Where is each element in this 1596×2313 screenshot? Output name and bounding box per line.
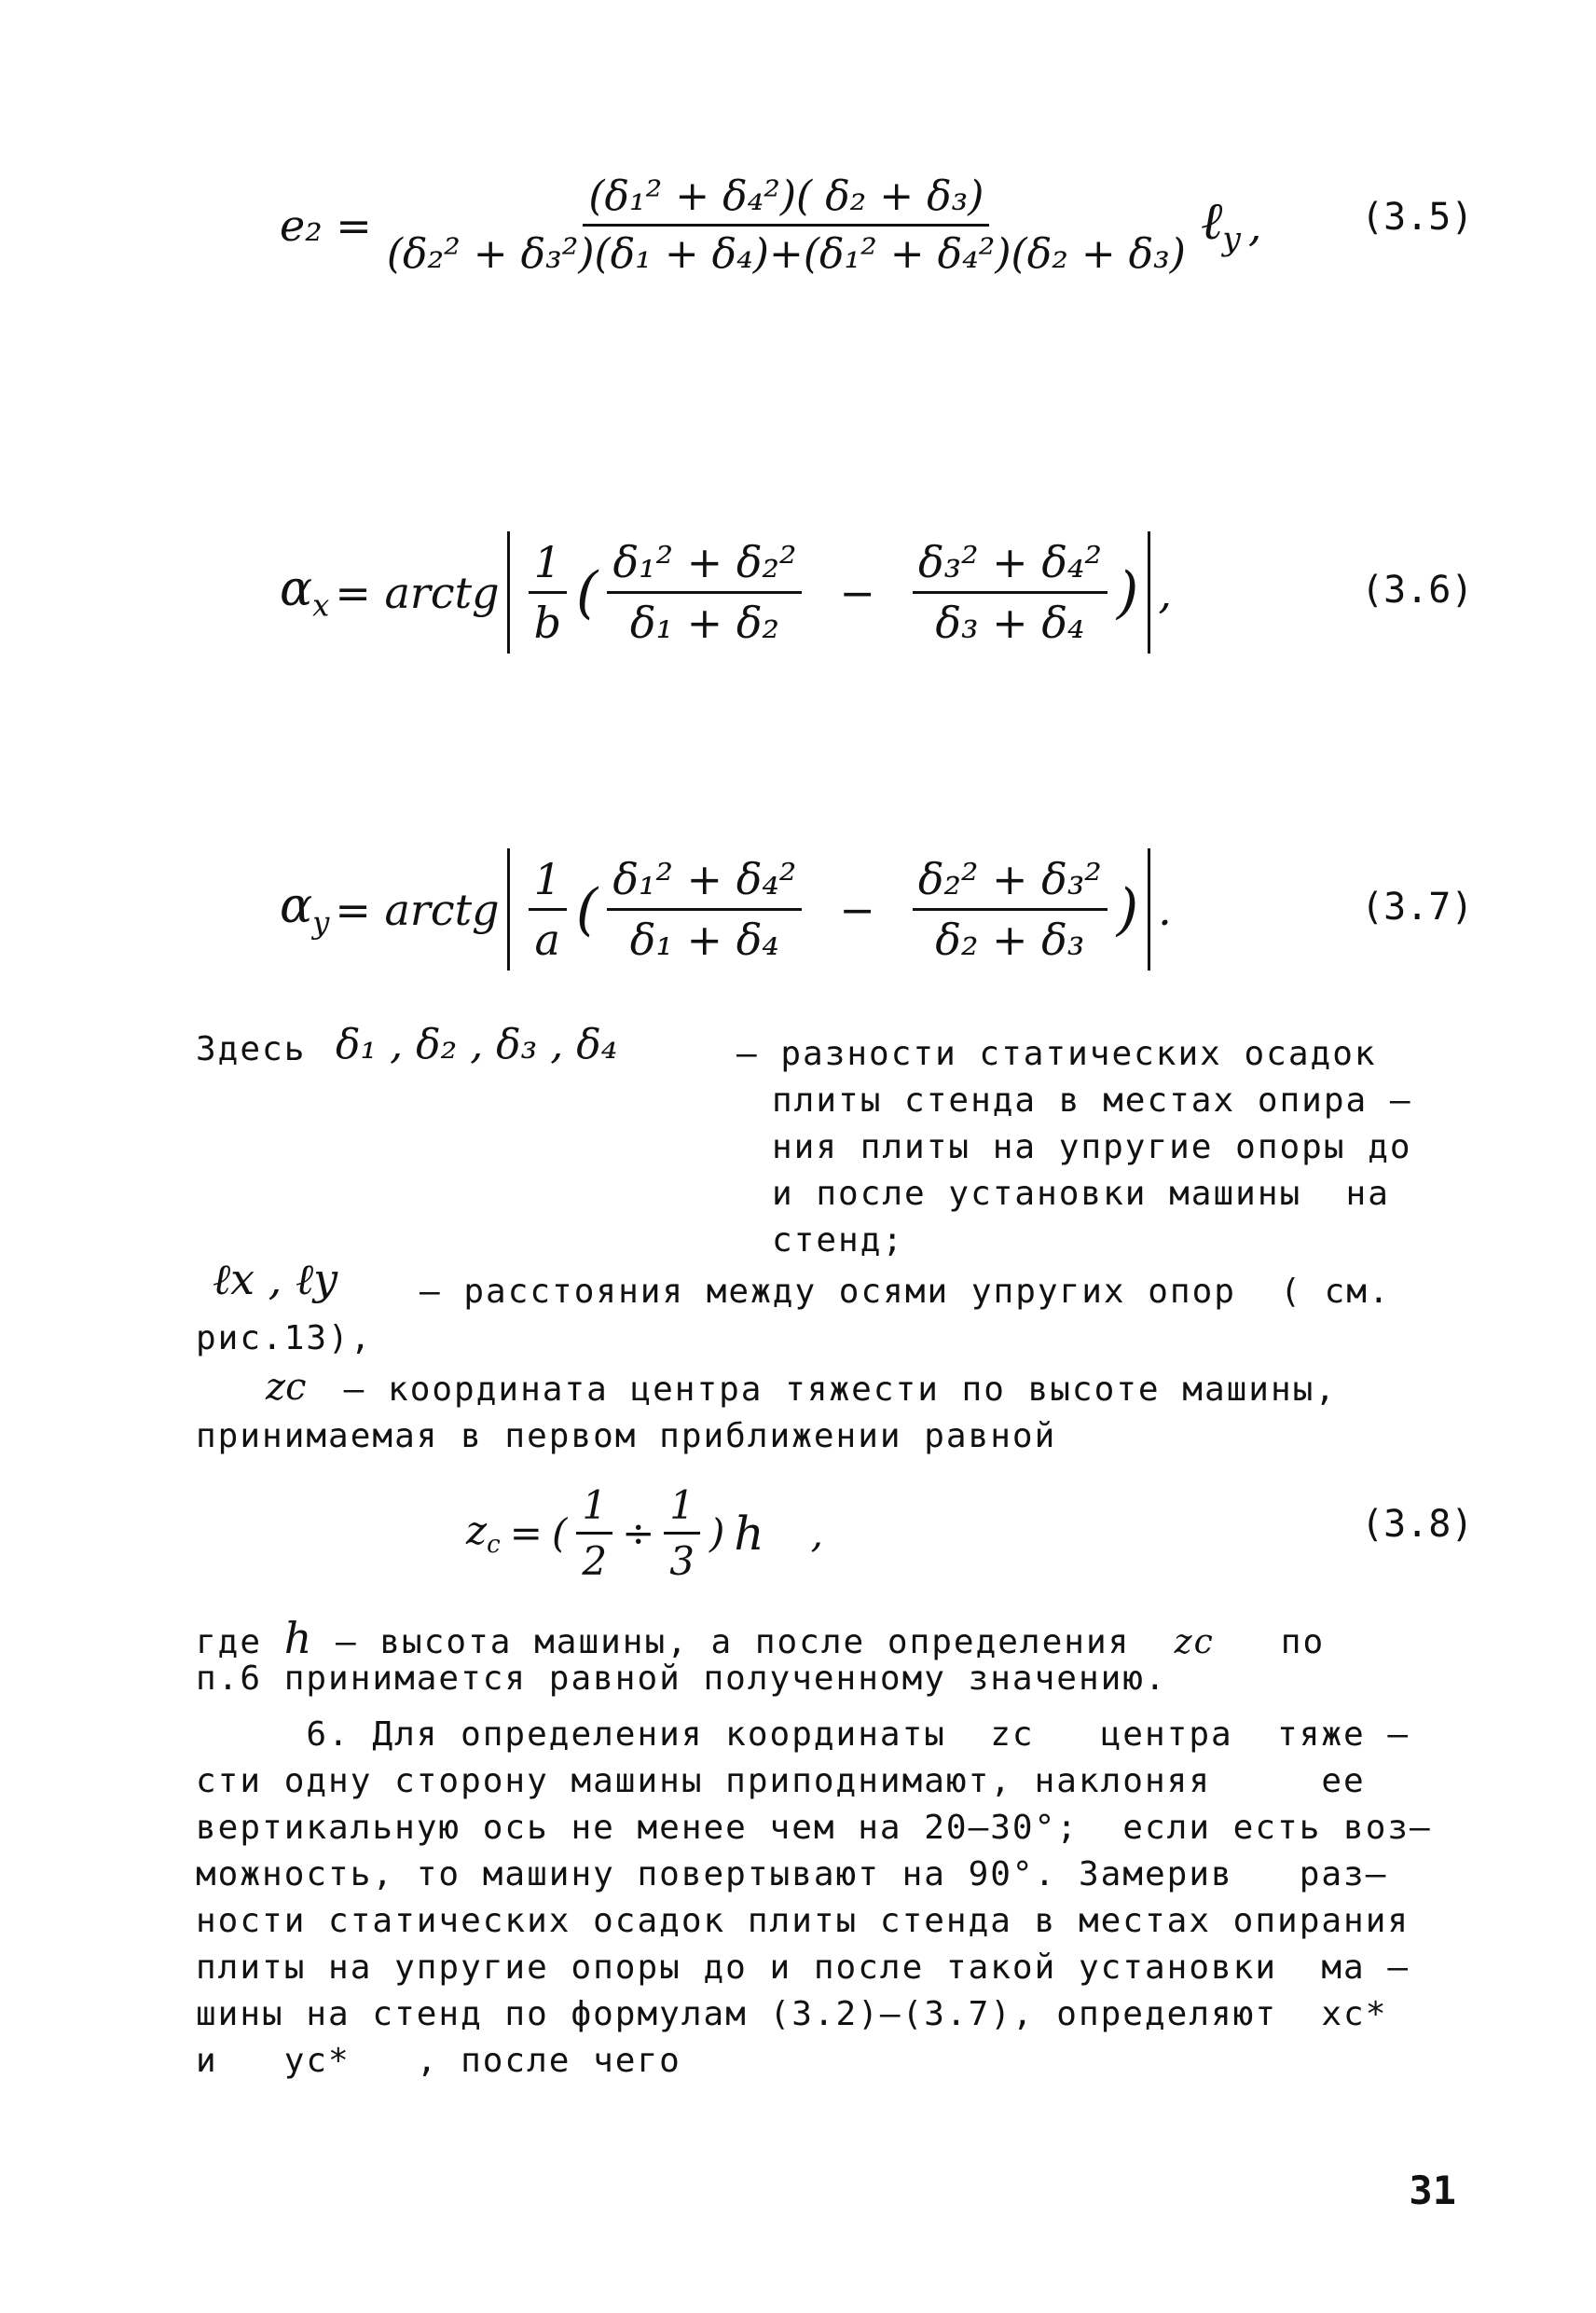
- zc-div: ÷: [622, 1510, 655, 1556]
- alpha-y-func: = arctg: [335, 884, 500, 935]
- equation-number-3-6: (3.6): [1361, 569, 1474, 612]
- alpha-y-lhs: $\alpha_y$: [280, 878, 330, 941]
- where-zc-symbol: zc: [1174, 1623, 1215, 1661]
- equation-number-3-5: (3.5): [1361, 196, 1474, 239]
- equation-number-3-7: (3.7): [1361, 886, 1474, 929]
- alpha-y-frac1: $\frac{\text{δ₁² + δ₄²}}{\text{δ₁ + δ₄}}$: [607, 854, 802, 965]
- e2-fraction: [381, 172, 1191, 278]
- delta-desc-line-5: стенд;: [772, 1221, 905, 1260]
- p6-line-8: и yc* , после чего: [196, 2042, 681, 2080]
- p6-line-2: сти одну сторону машины приподнимают, наклоняя ее: [196, 1762, 1366, 1800]
- equation-e2: [280, 172, 1262, 278]
- p6-line-5: ности статических осадок плиты стенда в местах опирания: [196, 1902, 1410, 1940]
- zc-lhs: $z_c$: [466, 1507, 501, 1560]
- alpha-x-coef: $\frac{1}{b}$: [529, 537, 567, 648]
- where-h-symbol: h: [283, 1613, 314, 1663]
- alpha-x-lhs: $\alpha_x$: [280, 561, 330, 624]
- alpha-x-frac1: $\frac{\text{δ₁² + δ₂²}}{\text{δ₁ + δ₂}}$: [607, 537, 802, 648]
- equation-alpha-x: [280, 531, 1172, 654]
- definition-zc-symbol: zc: [266, 1366, 307, 1409]
- zc-frac1: $\frac{1}{2}$: [576, 1482, 612, 1584]
- alpha-y-bracket: $\frac{1}{a}$ ( $\frac{\text{δ₁² + δ₄²}}{\text{δ₁ + δ₄}}$ − $\frac{\text{δ₂² + δ₃²}}{\text{δ₂ + δ₃}}$ ): [507, 848, 1151, 971]
- e2-lhs: e₂ =: [280, 200, 372, 251]
- l-desc-line-1: – расстояния между осями упругих опор ( см.: [420, 1273, 1391, 1311]
- zc-comma: ,: [810, 1510, 823, 1556]
- definition-l-symbols: ℓx , ℓy: [213, 1254, 338, 1304]
- delta-desc-line-4: и после установки машины на: [772, 1175, 1390, 1213]
- alpha-x-bracket: $\frac{1}{b}$ ( $\frac{\text{δ₁² + δ₂²}}{\text{δ₁ + δ₂}}$ − $\frac{\text{δ₃² + δ₄²}}{\text{δ₃ + δ₄}}$ ): [507, 531, 1151, 654]
- alpha-x-minus: −: [839, 567, 875, 618]
- equation-zc: $z_c$ = ( $\frac{1}{2}$ ÷ $\frac{1}{3}$ ) h ,: [466, 1482, 823, 1584]
- p6-line-1: 6. Для определения координаты zc центра тяже –: [196, 1715, 1410, 1754]
- e2-factor: ℓ$_y$: [1200, 191, 1241, 259]
- delta-desc-line-3: ния плиты на упругие опоры до: [772, 1128, 1412, 1166]
- definition-here: Здесь: [196, 1030, 307, 1068]
- alpha-y-minus: −: [839, 884, 875, 935]
- equation-number-3-8: (3.8): [1361, 1503, 1474, 1546]
- p6-line-7: шины на стенд по формулам (3.2)–(3.7), определяют xc*: [196, 1995, 1388, 2033]
- zc-eq: =: [509, 1510, 543, 1556]
- equation-alpha-y: [280, 848, 1172, 971]
- where-line-1: где h – высота машины, а после определения zc по: [196, 1613, 1326, 1663]
- alpha-y-period: .: [1158, 884, 1172, 935]
- zc-frac2: $\frac{1}{3}$: [664, 1482, 700, 1584]
- alpha-x-comma: ,: [1158, 567, 1172, 618]
- delta-desc-line-2: плиты стенда в местах опира –: [772, 1081, 1412, 1120]
- delta-desc-line-1: – разности статических осадок: [736, 1035, 1377, 1073]
- e2-numerator: (δ₁² + δ₄²)( δ₂ + δ₃): [583, 172, 989, 227]
- definition-deltas: δ₁ , δ₂ , δ₃ , δ₄: [336, 1021, 618, 1068]
- zc-desc-line-2: принимаемая в первом приближении равной: [196, 1417, 1057, 1455]
- page-number: 31: [1409, 2168, 1456, 2213]
- l-desc-line-2: рис.13),: [196, 1319, 373, 1357]
- p6-line-3: вертикальную ось не менее чем на 20–30°; если есть воз–: [196, 1809, 1432, 1847]
- e2-denominator: (δ₂² + δ₃²)(δ₁ + δ₄)+(δ₁² + δ₄²)(δ₂ + δ₃): [386, 230, 1186, 278]
- zc-desc-line-1: – координата центра тяжести по высоте машины,: [322, 1370, 1337, 1409]
- alpha-x-func: = arctg: [335, 567, 500, 618]
- alpha-y-coef: $\frac{1}{a}$: [529, 854, 567, 965]
- alpha-x-frac2: $\frac{\text{δ₃² + δ₄²}}{\text{δ₃ + δ₄}}$: [913, 537, 1108, 648]
- where-line-2: п.6 принимается равной полученному значению.: [196, 1659, 1167, 1698]
- alpha-y-frac2: $\frac{\text{δ₂² + δ₃²}}{\text{δ₂ + δ₃}}$: [913, 854, 1108, 965]
- e2-comma: ,: [1247, 200, 1262, 251]
- zc-h: h: [734, 1506, 764, 1561]
- p6-line-4: можность, то машину повертывают на 90°. Замерив раз–: [196, 1855, 1388, 1893]
- p6-line-6: плиты на упругие опоры до и после такой установки ма –: [196, 1948, 1410, 1987]
